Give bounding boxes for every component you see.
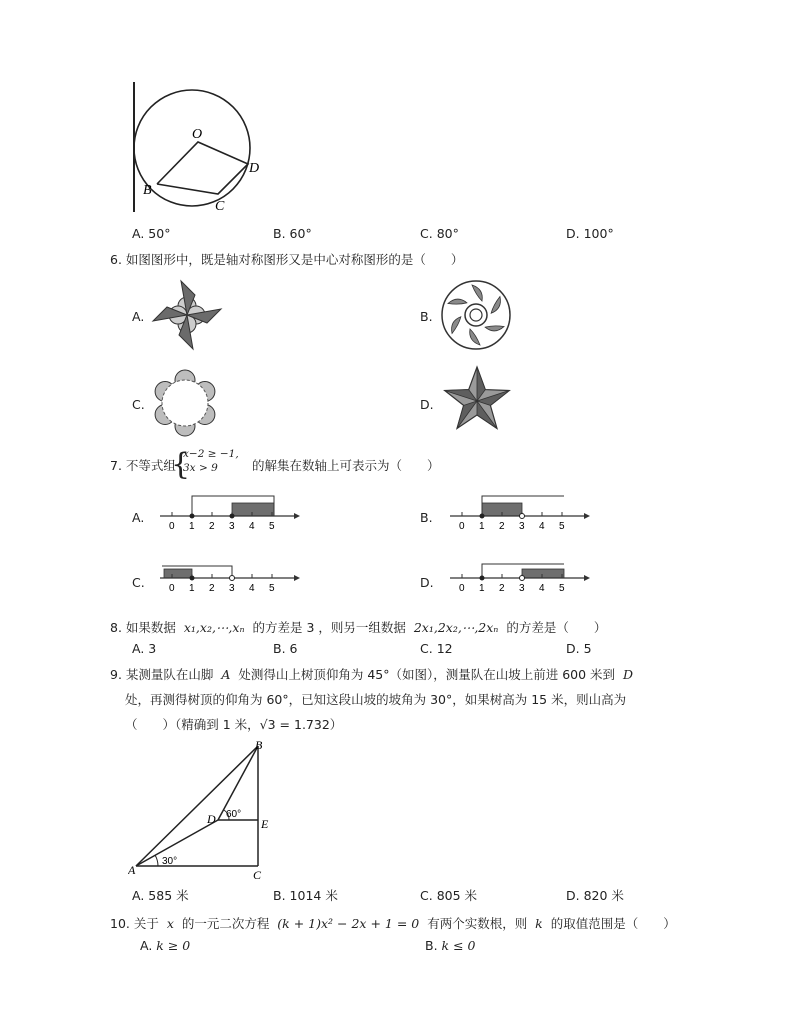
tick-label: 4 <box>249 583 255 594</box>
q8-stem <box>110 620 606 636</box>
q9-label-A: A <box>128 863 136 877</box>
q7-label-c[interactable]: C. <box>132 575 145 590</box>
q5-label-D: D <box>249 161 260 176</box>
q5-option-a[interactable] <box>132 226 170 242</box>
q9-line2: 处，再测得树顶的仰角为 60°，已知这段山坡的坡角为 30°，如果树高为 15 米，则山高为 <box>125 692 627 707</box>
option-text: k ≥ 0 <box>156 938 191 953</box>
option-letter: B. <box>273 888 286 903</box>
option-letter: C. <box>420 226 433 241</box>
option-letter: C. <box>420 641 433 656</box>
q7-brace: { <box>171 447 191 482</box>
tick-label: 1 <box>479 521 485 532</box>
q9-angle-30: 30° <box>162 856 178 867</box>
q7-label-b[interactable]: B. <box>420 510 433 525</box>
option-text: k ≤ 0 <box>441 938 476 953</box>
option-text: 585 米 <box>148 888 189 903</box>
q8-p2: 的方差是 3 ，则另一组数据 <box>252 620 406 635</box>
option-text: 820 米 <box>583 888 624 903</box>
tick-label: 5 <box>269 521 275 532</box>
q10-p3: 有两个实数根，则 <box>427 916 528 931</box>
q9-l1b: 处测得山上树顶仰角为 45°（如图），测量队在山坡上前进 600 米到 <box>238 667 616 682</box>
q6-stem: 6. 如图图形中，既是轴对称图形又是中心对称图形的是（ ） <box>110 252 464 267</box>
q10-stem <box>110 916 676 932</box>
q5-option-c[interactable] <box>420 226 459 242</box>
q10-equation: (k + 1)x² − 2x + 1 = 0 <box>277 916 420 931</box>
q10-p1: 10. 关于 <box>110 916 159 931</box>
tick-label: 1 <box>189 521 195 532</box>
q9-var-d: D <box>622 667 634 682</box>
q9-label-C: C <box>253 868 262 880</box>
q7-numberline-a[interactable] <box>150 492 300 532</box>
tick-label: 0 <box>459 521 465 532</box>
q9-option-a[interactable] <box>132 888 189 904</box>
q10-p2: 的一元二次方程 <box>181 916 270 931</box>
q5-circle-figure <box>126 78 276 216</box>
tick-label: 4 <box>539 521 545 532</box>
flower-ring-icon[interactable] <box>150 368 220 438</box>
q10-p4: 的取值范围是（ ） <box>550 916 676 931</box>
q9-line3b: √3 = 1.732） <box>259 717 343 732</box>
q9-line-AB <box>136 746 258 866</box>
q8-option-b[interactable] <box>273 641 298 657</box>
q8-data1: x₁,x₂,⋯,xₙ <box>183 620 245 635</box>
option-letter: A. <box>132 888 145 903</box>
tick-label: 2 <box>499 521 505 532</box>
q5-quadrilateral <box>157 142 248 194</box>
q7-line1: x−2 ≥ −1, <box>183 448 239 460</box>
q7-numberline-c[interactable] <box>150 558 300 598</box>
q7-numberline-d[interactable] <box>440 558 590 598</box>
option-letter: D. <box>566 888 580 903</box>
q9-line3 <box>125 717 342 733</box>
tick-label: 5 <box>269 583 275 594</box>
q10-var-x: x <box>166 916 174 931</box>
q6-label-a[interactable]: A. <box>132 309 145 324</box>
tick-label: 0 <box>459 583 465 594</box>
q9-var-a: A <box>221 667 231 682</box>
q7-line2: 3x > 9 <box>183 462 218 474</box>
q7-tail: 的解集在数轴上可表示为（ ） <box>252 458 440 473</box>
q5-label-O: O <box>192 127 203 142</box>
fan-wheel-icon[interactable] <box>440 279 512 351</box>
q6-label-d[interactable]: D. <box>420 397 434 412</box>
option-letter: B. <box>273 226 286 241</box>
tick-label: 1 <box>479 583 485 594</box>
q5-option-d[interactable] <box>566 226 614 242</box>
option-letter: B. <box>425 938 438 953</box>
q8-data2: 2x₁,2x₂,⋯,2xₙ <box>413 620 499 635</box>
option-letter: C. <box>420 888 433 903</box>
tick-label: 1 <box>189 583 195 594</box>
q6-label-c[interactable]: C. <box>132 397 145 412</box>
q9-angle-60: 60° <box>226 809 242 820</box>
option-letter: A. <box>140 938 153 953</box>
tick-label: 3 <box>519 521 525 532</box>
option-text: 6 <box>289 641 298 656</box>
q5-option-b[interactable] <box>273 226 312 242</box>
q10-option-b[interactable] <box>425 938 476 954</box>
q5-label-C: C <box>215 199 225 214</box>
option-letter: B. <box>273 641 286 656</box>
tick-label: 3 <box>519 583 525 594</box>
tick-label: 5 <box>559 583 565 594</box>
option-text: 12 <box>436 641 453 656</box>
option-text: 1014 米 <box>289 888 338 903</box>
tick-label: 4 <box>249 521 255 532</box>
q7-label-a[interactable]: A. <box>132 510 145 525</box>
tick-label: 0 <box>169 583 175 594</box>
tick-label: 3 <box>229 583 235 594</box>
q8-p3: 的方差是（ ） <box>506 620 607 635</box>
option-text: 805 米 <box>436 888 478 903</box>
star-icon[interactable] <box>440 364 514 438</box>
q9-label-B: B <box>255 738 263 752</box>
q9-label-D: D <box>207 812 216 826</box>
option-letter: D. <box>566 226 580 241</box>
q7-numberline-b[interactable] <box>440 492 590 532</box>
q9-option-d[interactable] <box>566 888 624 904</box>
pinwheel-icon[interactable] <box>150 278 224 352</box>
q9-label-E: E <box>261 817 269 831</box>
q9-l1a: 9. 某测量队在山脚 <box>110 667 214 682</box>
q8-option-d[interactable] <box>566 641 592 657</box>
tick-label: 0 <box>169 521 175 532</box>
q5-label-B: B <box>143 183 152 198</box>
q10-option-a[interactable] <box>140 938 190 954</box>
tick-label: 2 <box>209 521 215 532</box>
q7-label-d[interactable]: D. <box>420 575 434 590</box>
q7-lead: 7. 不等式组 <box>110 458 176 473</box>
q8-option-c[interactable] <box>420 641 453 657</box>
option-text: 3 <box>148 641 157 656</box>
option-letter: A. <box>132 641 145 656</box>
q9-option-c[interactable] <box>420 888 477 904</box>
q10-var-k: k <box>535 916 543 931</box>
option-letter: A. <box>132 226 145 241</box>
tick-label: 2 <box>499 583 505 594</box>
option-text: 100° <box>583 226 614 241</box>
tick-label: 3 <box>229 521 235 532</box>
tick-label: 2 <box>209 583 215 594</box>
q9-option-b[interactable] <box>273 888 338 904</box>
option-text: 5 <box>583 641 592 656</box>
q9-mountain-figure <box>128 738 278 880</box>
option-text: 80° <box>436 226 459 241</box>
option-text: 60° <box>289 226 312 241</box>
option-text: 50° <box>148 226 171 241</box>
q6-label-b[interactable]: B. <box>420 309 433 324</box>
tick-label: 5 <box>559 521 565 532</box>
q9-line1 <box>110 667 633 683</box>
q8-p1: 8. 如果数据 <box>110 620 176 635</box>
option-letter: D. <box>566 641 580 656</box>
q9-line3a: （ ）（精确到 1 米， <box>125 717 260 732</box>
q8-option-a[interactable] <box>132 641 156 657</box>
tick-label: 4 <box>539 583 545 594</box>
